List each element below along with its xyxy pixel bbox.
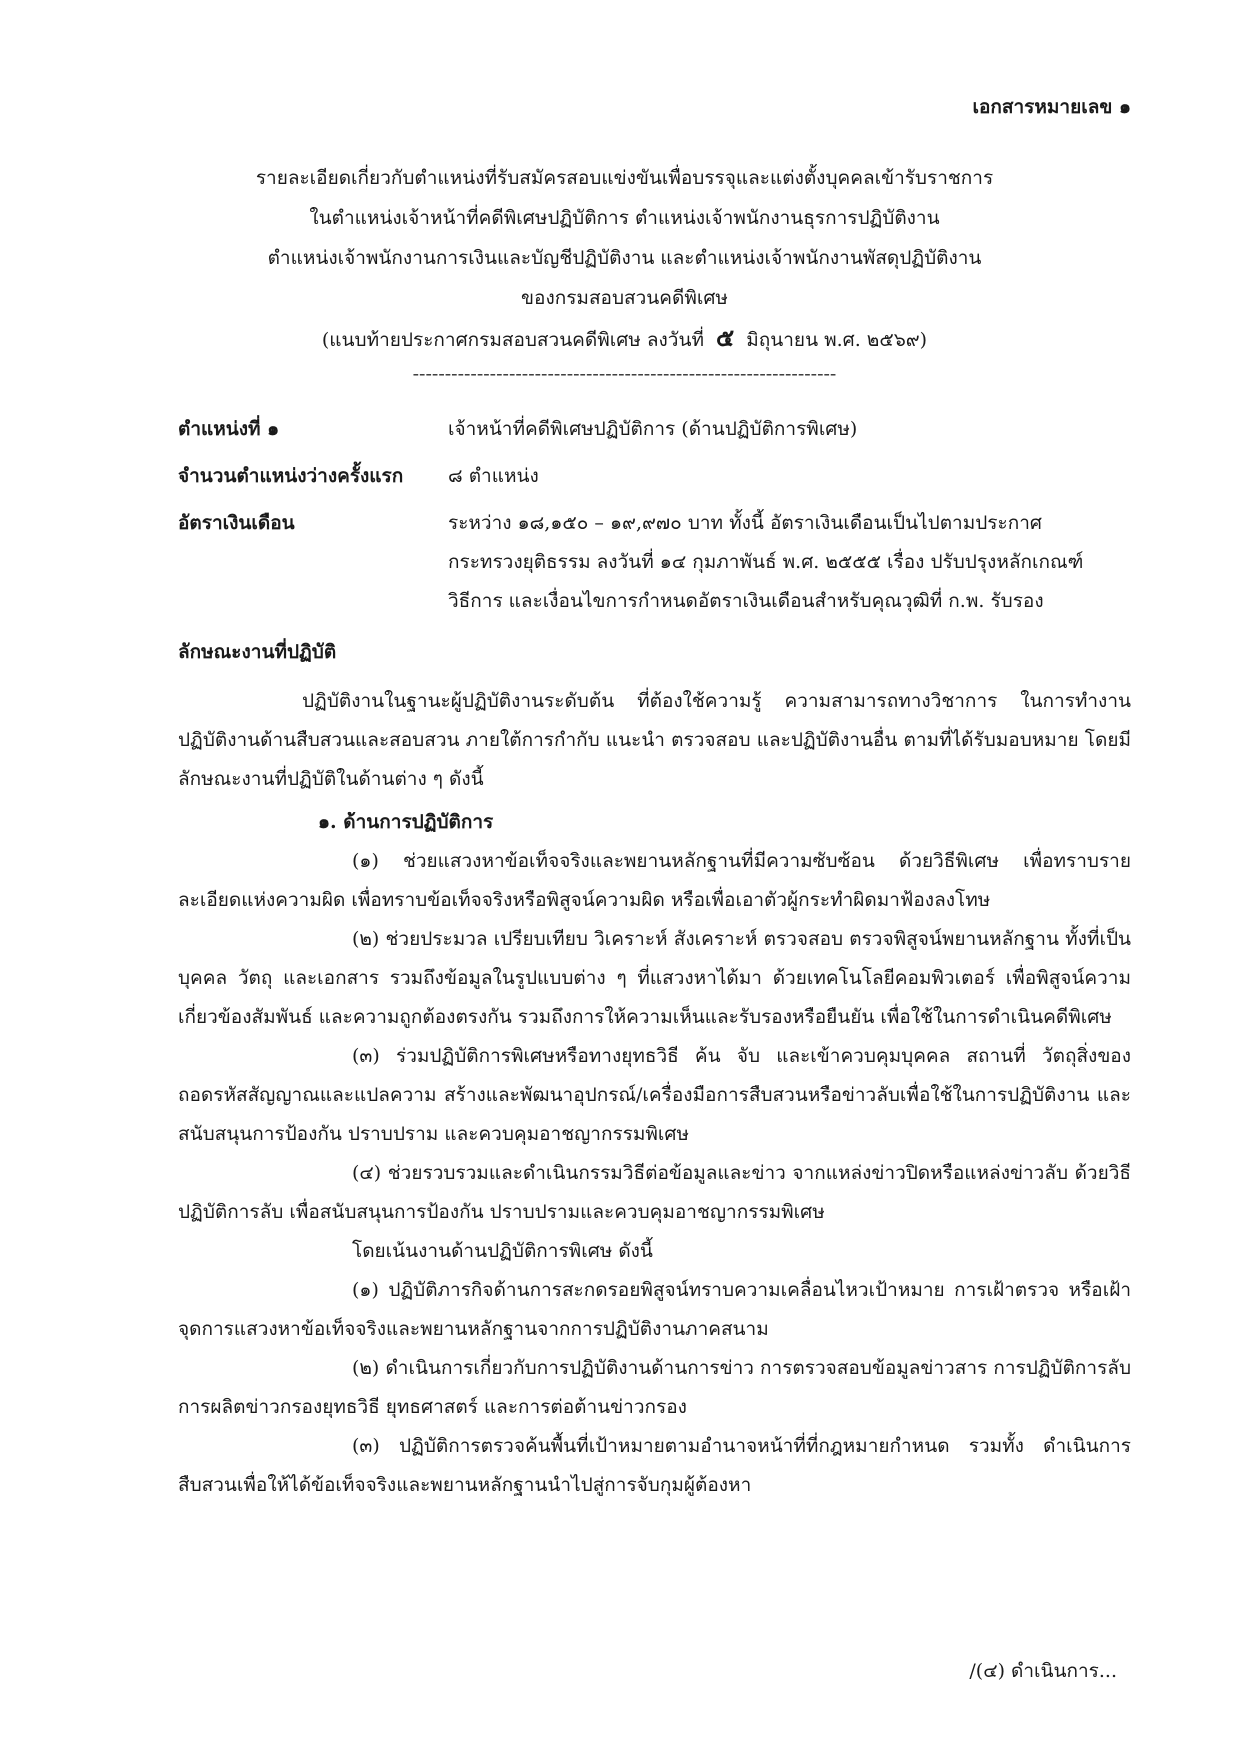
job-section-heading: ลักษณะงานที่ปฏิบัติ	[178, 641, 337, 663]
special-duty-item: (๑) ปฏิบัติภารกิจด้านการสะกดรอยพิสูจน์ทราบความเคลื่อนไหวเป้าหมาย การเฝ้าตรวจ หรือเฝ้าจุดการแสวงหาข้อเท็จจริงและพยานหลักฐานจากการปฏิบัติงานภาคสนาม	[178, 1279, 1131, 1340]
document-title	[158, 158, 1131, 360]
announcement-month-year: มิถุนายน พ.ศ. ๒๕๖๙)	[746, 329, 928, 351]
announcement-reference: (แนบท้ายประกาศกรมสอบสวนคดีพิเศษ ลงวันที่	[321, 329, 704, 351]
vacancy-value: ๘ ตำแหน่ง	[448, 465, 539, 487]
salary-row	[178, 504, 1131, 621]
title-line-1: รายละเอียดเกี่ยวกับตำแหน่งที่รับสมัครสอบแข่งขันเพื่อบรรจุและแต่งตั้งบุคคลเข้ารับราชการ	[255, 167, 994, 189]
title-line-4: ของกรมสอบสวนคดีพิเศษ	[521, 287, 728, 309]
position-label: ตำแหน่งที่ ๑	[178, 418, 280, 440]
special-duty-item: (๒) ดำเนินการเกี่ยวกับการปฏิบัติงานด้านการข่าว การตรวจสอบข้อมูลข่าวสาร การปฏิบัติการลับ การผลิตข่าวกรองยุทธวิธี ยุทธศาสตร์ และการต่อต้านข่าวกรอง	[178, 1357, 1131, 1418]
title-line-3: ตำแหน่งเจ้าพนักงานการเงินและบัญชีปฏิบัติงาน และตำแหน่งเจ้าพนักงานพัสดุปฏิบัติงาน	[267, 247, 982, 269]
salary-line: ระหว่าง ๑๘,๑๕๐ – ๑๙,๙๗๐ บาท ทั้งนี้ อัตราเงินเดือนเป็นไปตามประกาศ	[448, 512, 1042, 534]
special-duty-item: (๓) ปฏิบัติการตรวจค้นพื้นที่เป้าหมายตามอำนาจหน้าที่ที่กฎหมายกำหนด รวมทั้ง ดำเนินการสืบสวนเพื่อให้ได้ข้อเท็จจริงและพยานหลักฐานนำไปสู่การจับกุมผู้ต้องหา	[178, 1435, 1131, 1496]
document-number: เอกสารหมายเลข ๑	[972, 96, 1131, 118]
title-line-5	[158, 318, 1091, 360]
duty-item: (๒) ช่วยประมวล เปรียบเทียบ วิเคราะห์ สังเคราะห์ ตรวจสอบ ตรวจพิสูจน์พยานหลักฐาน ทั้งที่เป็นบุคคล วัตถุ และเอกสาร รวมถึงข้อมูลในรูปแบบต่าง ๆ ที่แสวงหาได้มา ด้วยเทคโนโลยีคอมพิวเตอร์ เพื่อพิสูจน์ความเกี่ยวข้องสัมพันธ์ และความถูกต้องตรงกัน รวมถึงการให้ความเห็นและรับรองหรือยืนยัน เพื่อใช้ในการดำเนินคดีพิเศษ	[178, 928, 1131, 1028]
salary-value	[448, 504, 1131, 621]
duty-item: (๔) ช่วยรวบรวมและดำเนินกรรมวิธีต่อข้อมูลและข่าว จากแหล่งข่าวปิดหรือแหล่งข่าวลับ ด้วยวิธีปฏิบัติการลับ เพื่อสนับสนุนการป้องกัน ปราบปรามและควบคุมอาชญากรรมพิเศษ	[178, 1162, 1131, 1223]
position-value: เจ้าหน้าที่คดีพิเศษปฏิบัติการ (ด้านปฏิบัติการพิเศษ)	[448, 418, 858, 440]
duty-item: (๑) ช่วยแสวงหาข้อเท็จจริงและพยานหลักฐานที่มีความซับซ้อน ด้วยวิธีพิเศษ เพื่อทราบรายละเอียดแห่งความผิด เพื่อทราบข้อเท็จจริงหรือพิสูจน์ความผิด หรือเพื่อเอาตัวผู้กระทำผิดมาฟ้องลงโทษ	[178, 850, 1131, 911]
separator-line: ------------------------------------------------------------------	[412, 363, 837, 385]
handwritten-day: ๕	[716, 324, 735, 352]
emphasis-line: โดยเน้นงานด้านปฏิบัติการพิเศษ ดังนี้	[352, 1240, 653, 1262]
duty-item: (๓) ร่วมปฏิบัติการพิเศษหรือทางยุทธวิธี ค้น จับ และเข้าควบคุมบุคคล สถานที่ วัตถุสิ่งของ ถอดรหัสสัญญาณและแปลความ สร้างและพัฒนาอุปกรณ์/เครื่องมือการสืบสวนหรือข่าวลับเพื่อใช้ในการปฏิบัติงาน และสนับสนุนการป้องกัน ปราบปราม และควบคุมอาชญากรรมพิเศษ	[178, 1045, 1131, 1145]
vacancy-label: จำนวนตำแหน่งว่างครั้งแรก	[178, 465, 404, 487]
continuation-marker: /(๔) ดำเนินการ...	[969, 1660, 1117, 1682]
salary-line: กระทรวงยุติธรรม ลงวันที่ ๑๔ กุมภาพันธ์ พ.ศ. ๒๕๕๕ เรื่อง ปรับปรุงหลักเกณฑ์	[448, 551, 1084, 573]
operations-subheading: ๑. ด้านการปฏิบัติการ	[318, 811, 494, 833]
position-row	[178, 410, 1131, 449]
salary-line: วิธีการ และเงื่อนไขการกำหนดอัตราเงินเดือนสำหรับคุณวุฒิที่ ก.พ. รับรอง	[448, 590, 1044, 612]
vacancy-row	[178, 457, 1131, 496]
job-intro-paragraph: ปฏิบัติงานในฐานะผู้ปฏิบัติงานระดับต้น ที่ต้องใช้ความรู้ ความสามารถทางวิชาการ ในการทำงาน ปฏิบัติงานด้านสืบสวนและสอบสวน ภายใต้การกำกับ แนะนำ ตรวจสอบ และปฏิบัติงานอื่น ตามที่ได้รับมอบหมาย โดยมีลักษณะงานที่ปฏิบัติในด้านต่าง ๆ ดังนี้	[178, 690, 1131, 790]
salary-label: อัตราเงินเดือน	[178, 512, 295, 534]
title-line-2: ในตำแหน่งเจ้าหน้าที่คดีพิเศษปฏิบัติการ ตำแหน่งเจ้าพนักงานธุรการปฏิบัติงาน	[309, 207, 940, 229]
